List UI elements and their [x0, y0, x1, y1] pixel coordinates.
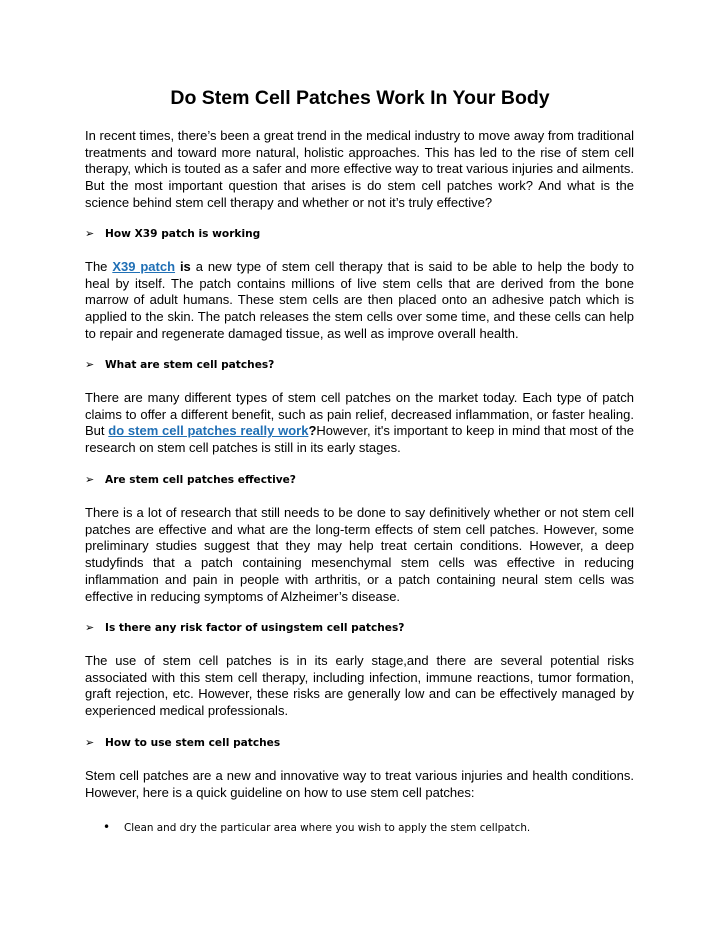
x39-patch-link[interactable]: X39 patch	[112, 259, 176, 274]
arrow-bullet-icon: ➢	[85, 473, 95, 486]
section-heading-text: How X39 patch is working	[105, 228, 261, 240]
arrow-bullet-icon: ➢	[85, 358, 95, 371]
intro-paragraph: In recent times, there’s been a great trend in the medical industry to move away from traditional treatments and toward more natural, holistic approaches. This has led to the rise of stem cell therapy, which is touted as a safer and more effective way to treat various injuries and ailments. But the most important question that arises is do stem cell patches work? And what is the science behind stem cell therapy and whether or not it’s truly effective?	[85, 128, 634, 210]
paragraph-text: There are many different types of stem cell patches on the market today. Each type of patch claims to offer a different benefit, such as pain relief, decreased inflammation, or faster healing. But	[85, 390, 634, 439]
section-heading-text: What are stem cell patches?	[105, 359, 275, 371]
section-paragraph-how-to-use: Stem cell patches are a new and innovative way to treat various injuries and health conditions. However, here is a quick guideline on how to use stem cell patches:	[85, 768, 634, 800]
section-paragraph-what-are	[85, 390, 634, 457]
paragraph-bold-text: is	[175, 259, 191, 274]
bullet-dot-icon: •	[103, 820, 111, 834]
section-heading-risk	[85, 620, 634, 636]
arrow-bullet-icon: ➢	[85, 621, 95, 634]
paragraph-text: The	[85, 259, 113, 274]
section-heading-x39	[85, 226, 634, 242]
section-heading-effective	[85, 472, 634, 488]
stem-cell-patches-work-link[interactable]: do stem cell patches really work	[108, 423, 309, 439]
page-title: Do Stem Cell Patches Work In Your Body	[170, 87, 550, 109]
paragraph-text: However, it's important to keep in mind that most of the research on stem cell patches is still in its early stages.	[85, 423, 635, 456]
list-item	[103, 819, 634, 836]
section-heading-how-to-use	[85, 735, 634, 751]
paragraph-bold-text: ?	[308, 423, 317, 439]
list-item-text: Clean and dry the particular area where you wish to apply the stem cellpatch.	[124, 822, 531, 834]
section-heading-what-are	[85, 357, 634, 373]
section-paragraph-effective: There is a lot of research that still needs to be done to say definitively whether or not stem cell patches are effective and what are the long-term effects of stem cell patches. However, some preliminary studies suggest that they may help treat certain conditions. However, a deep studyfinds that a patch containing mesenchymal stem cells was effective in reducing inflammation and pain in people with arthritis, or a patch containing neural stem cells was effective in reducing symptoms of Alzheimer’s disease.	[85, 505, 634, 604]
section-heading-text: How to use stem cell patches	[105, 737, 281, 749]
section-paragraph-risk: The use of stem cell patches is in its early stage,and there are several potential risks associated with this stem cell therapy, including infection, immune reactions, tumor formation, graft rejection, etc. However, these risks are generally low and can be effectively managed by experienced medical professionals.	[85, 653, 634, 719]
section-heading-text: Are stem cell patches effective?	[105, 474, 296, 486]
section-heading-text: Is there any risk factor of usingstem cell patches?	[105, 622, 405, 634]
paragraph-text: a new type of stem cell therapy that is said to be able to help the body to heal by itself. The patch contains millions of live stem cells that are derived from the bone marrow of adult humans. These stem cells are then placed onto an adhesive patch which is applied to the skin. The patch releases the stem cells over some time, and these cells can help to repair and regenerate damaged tissue, as well as improve overall health.	[85, 259, 634, 341]
section-paragraph-x39	[85, 259, 634, 343]
arrow-bullet-icon: ➢	[85, 736, 95, 749]
arrow-bullet-icon: ➢	[85, 227, 95, 240]
